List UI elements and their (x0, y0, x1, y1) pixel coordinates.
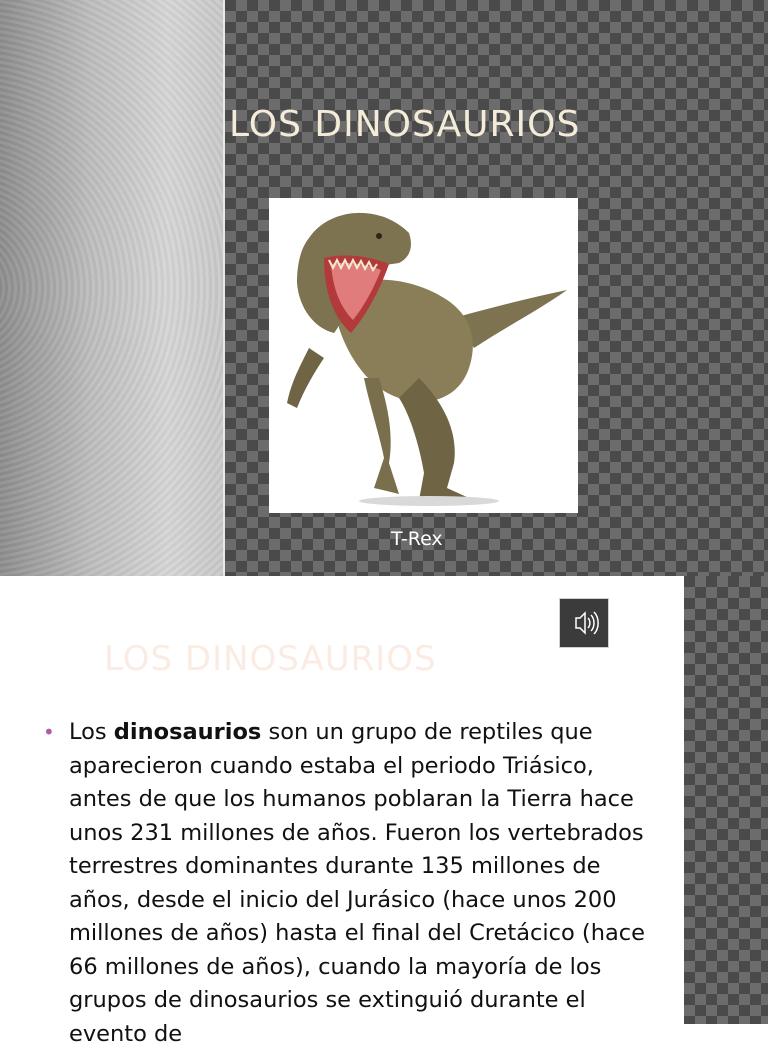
slide-2-title: LOS DINOSAURIOS (104, 639, 437, 679)
slide-1-gradient-panel (0, 0, 224, 576)
slide-2-content-area (0, 576, 684, 1047)
bullet-text-bold: dinosaurios (113, 719, 262, 745)
trex-illustration (269, 198, 578, 513)
slide-2 (0, 576, 768, 1047)
image-caption: T-Rex (391, 528, 443, 550)
slide-2-pattern-background (684, 576, 768, 1024)
bullet-text-rest: son un grupo de reptiles que aparecieron cuando estaba el periodo Triásico, antes de que los humanos poblaran la Tierra hace unos 231 millones de años. Fueron los vertebrados terrestres dominantes durante 135 millones de años, desde el inicio del Jurásico (hace unos 200 millones de años) hasta el final del Cretácico (hace 66 millones de años), cuando la mayoría de los grupos de dinosaurios se extinguió durante el evento de (69, 719, 645, 1047)
speaker-icon (567, 606, 601, 640)
list-item (40, 716, 650, 1051)
trex-image (269, 198, 578, 513)
slide-1-title: LOS DINOSAURIOS (229, 104, 581, 145)
bullet-icon: • (43, 720, 55, 744)
sound-button[interactable] (559, 598, 609, 648)
bullet-text-start: Los (69, 719, 114, 745)
bullet-list (40, 716, 650, 1051)
